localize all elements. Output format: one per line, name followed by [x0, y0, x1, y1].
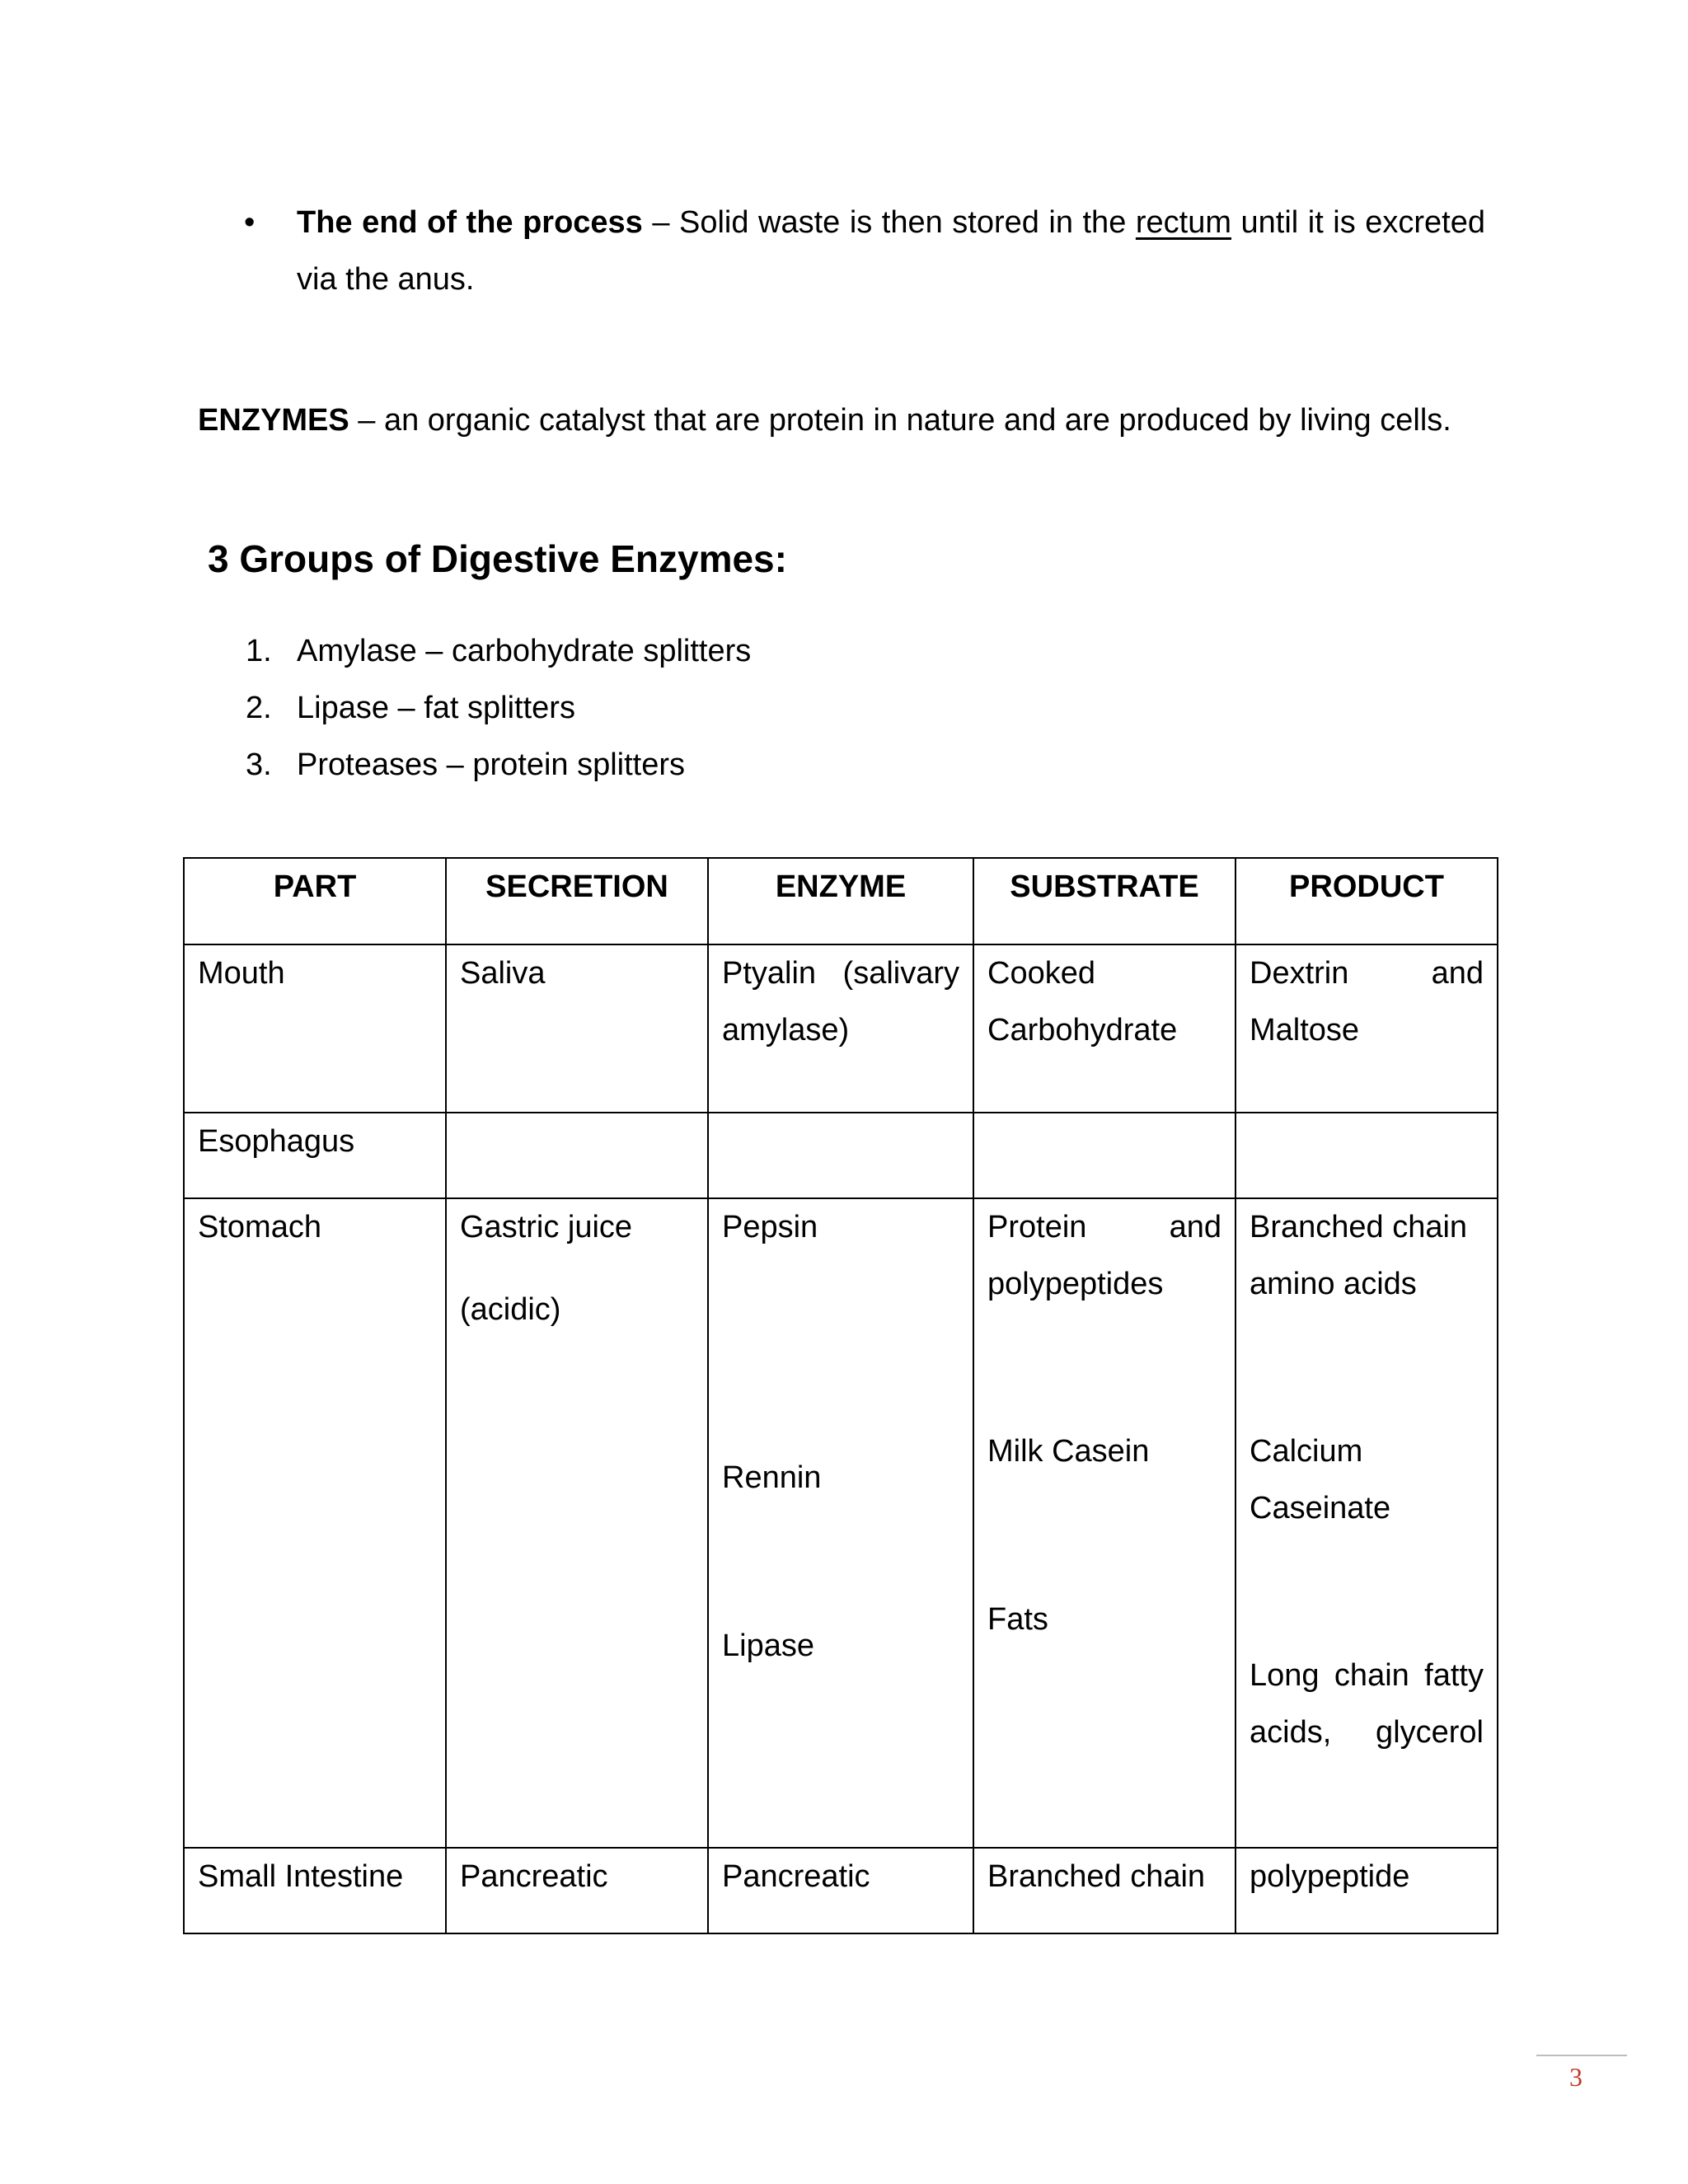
header-secretion: SECRETION — [446, 858, 708, 944]
cell-part: Small Intestine — [184, 1848, 446, 1933]
enzyme-rennin: Rennin — [722, 1460, 822, 1495]
bullet-paragraph — [297, 194, 1485, 308]
list-number: 3. — [246, 748, 272, 782]
cell-enzyme: Ptyalin (salivary amylase) — [708, 944, 973, 1113]
list-text: Amylase – carbohydrate splitters — [297, 634, 752, 668]
rectum-underlined: rectum — [1135, 205, 1231, 240]
cell-product: Dextrin and Maltose — [1236, 944, 1498, 1113]
cell-secretion: Pancreatic — [446, 1848, 708, 1933]
enzymes-text: – an organic catalyst that are protein in nature and are produced by living cells. — [349, 403, 1451, 438]
cell-enzyme: Pancreatic — [708, 1848, 973, 1933]
list-item — [246, 623, 751, 680]
header-part: PART — [184, 858, 446, 944]
header-substrate: SUBSTRATE — [973, 858, 1236, 944]
table-row — [184, 944, 1498, 1113]
cell-substrate — [973, 944, 1236, 1113]
bullet-bold-lead: The end of the process — [297, 205, 643, 240]
cell-substrate: Branched chain — [973, 1848, 1236, 1933]
list-number: 2. — [246, 691, 272, 725]
bullet-text-after: until it is excreted via the anus. — [297, 205, 1485, 297]
section-heading: 3 Groups of Digestive Enzymes: — [208, 537, 787, 580]
substrate-milk-casein: Milk Casein — [987, 1434, 1150, 1469]
product-calcium-caseinate: Calcium Caseinate — [1250, 1434, 1391, 1526]
footer-rule — [1536, 2055, 1627, 2056]
enzymes-definition — [198, 392, 1484, 449]
cell-substrate — [973, 1113, 1236, 1198]
table-row — [184, 1848, 1498, 1933]
secretion-line: Gastric juice — [460, 1210, 633, 1244]
cell-part: Mouth — [184, 944, 446, 1113]
enzyme-pepsin: Pepsin — [722, 1210, 818, 1244]
header-product: PRODUCT — [1236, 858, 1498, 944]
cell-enzyme — [708, 1113, 973, 1198]
enzyme-groups-list — [246, 623, 751, 794]
secretion-line: (acidic) — [460, 1292, 561, 1327]
list-number: 1. — [246, 634, 272, 668]
cell-part: Stomach — [184, 1198, 446, 1848]
header-enzyme: ENZYME — [708, 858, 973, 944]
cell-product — [1236, 1113, 1498, 1198]
cell-product — [1236, 1198, 1498, 1848]
table-row — [184, 1198, 1498, 1848]
enzymes-term: ENZYMES — [198, 403, 349, 438]
list-item — [246, 737, 751, 794]
list-text: Lipase – fat splitters — [297, 691, 575, 725]
table-row — [184, 1113, 1498, 1198]
enzyme-lipase: Lipase — [722, 1629, 814, 1663]
cell-secretion — [446, 1113, 708, 1198]
substrate-text: Cooked Carbohydrate — [987, 956, 1178, 1047]
product-amino-acids: Branched chain amino acids — [1250, 1210, 1468, 1301]
bullet-text-before: – Solid waste is then stored in the — [642, 205, 1136, 240]
substrate-protein: Protein and polypeptides — [987, 1210, 1221, 1301]
list-item — [246, 680, 751, 737]
bullet-dot: • — [244, 205, 256, 240]
digestive-enzymes-table — [183, 857, 1498, 1934]
product-fatty-acids: Long chain fatty acids, glycerol — [1250, 1658, 1484, 1750]
cell-secretion — [446, 1198, 708, 1848]
table-header-row — [184, 858, 1498, 944]
cell-secretion: Saliva — [446, 944, 708, 1113]
cell-product: polypeptide — [1236, 1848, 1498, 1933]
cell-part: Esophagus — [184, 1113, 446, 1198]
list-text: Proteases – protein splitters — [297, 748, 686, 782]
cell-enzyme — [708, 1198, 973, 1848]
cell-substrate — [973, 1198, 1236, 1848]
page-number: 3 — [1569, 2062, 1582, 2092]
substrate-fats: Fats — [987, 1602, 1048, 1637]
